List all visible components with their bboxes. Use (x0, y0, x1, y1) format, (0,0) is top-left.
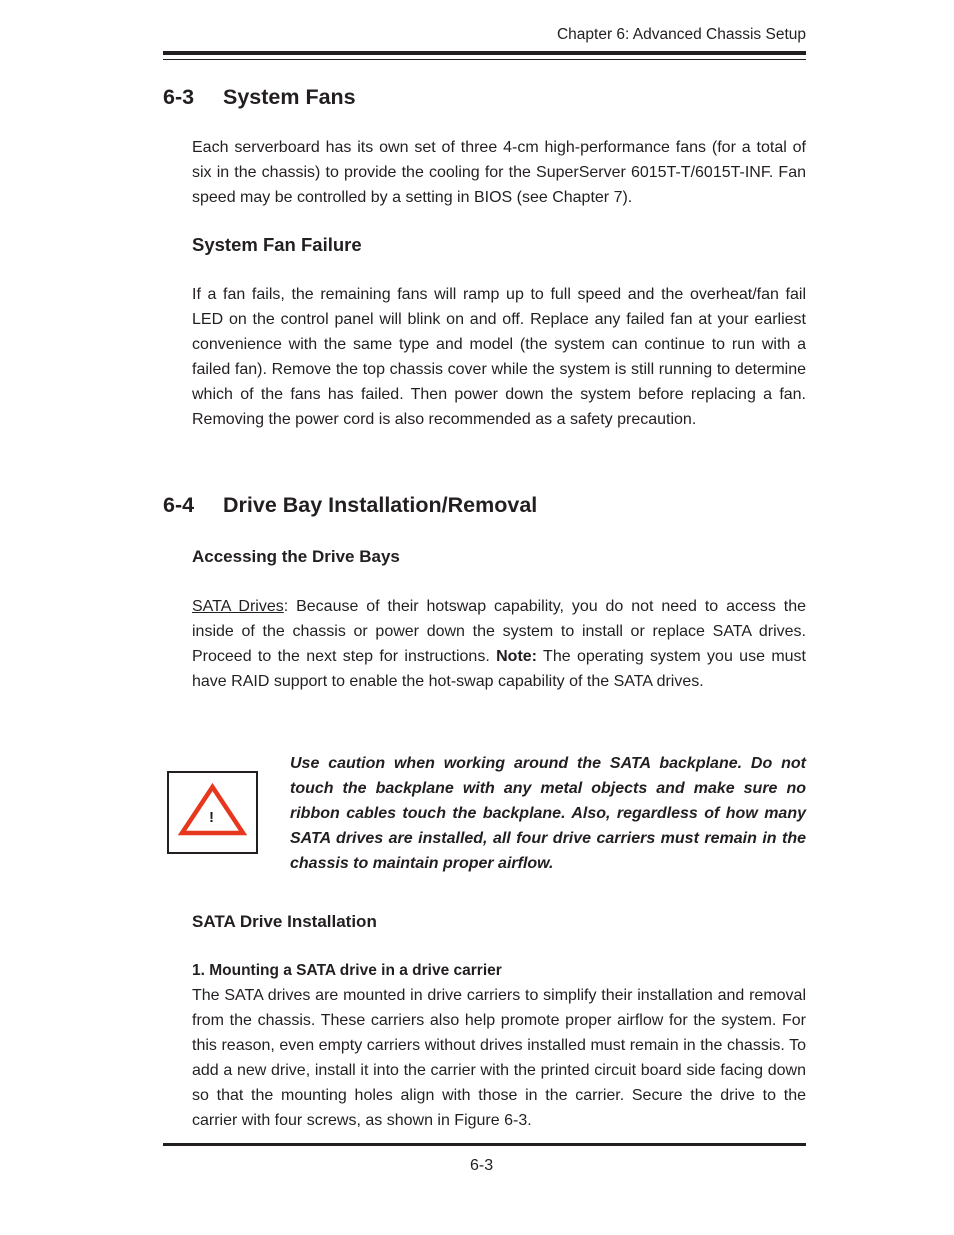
section-title: System Fans (223, 85, 356, 109)
warning-exclamation: ! (209, 809, 214, 826)
step-1-heading: 1. Mounting a SATA drive in a drive carrier (192, 962, 502, 979)
sata-drives-text: : Because of their hotswap capability, you do not need to access the inside of the chassis or power down the system to install or replace SATA drives. Proceed to the next step for instructions. (192, 598, 807, 665)
sata-drive-installation-heading: SATA Drive Installation (192, 912, 377, 931)
page-number: 6-3 (470, 1157, 494, 1174)
system-fans-paragraph: Each serverboard has its own set of three 4-cm high-performance fans (for a total of six in the chassis) to provide the cooling for the SuperServer 6015T-T/6015T-INF. Fan speed may be controlled by a setting in BIOS (see Chapter 7). (192, 139, 806, 206)
caution-text: Use caution when working around the SATA backplane. Do not touch the backplane with any metal objects and make sure no ribbon cables touch the backplane. Also, regardless of how many SATA drives are installed, all four drive carriers must remain in the chassis to maintain proper airflow. (290, 755, 806, 872)
header-rule-thin (163, 59, 806, 60)
fan-failure-paragraph: If a fan fails, the remaining fans will ramp up to full speed and the overheat/fan fail LED on the control panel will blink on and off. Replace any failed fan at your earliest convenience with the same type and model (the system can continue to run with a failed fan). Remove the top chassis cover while the system is still running to determine which of the fans has failed. Then power down the system before replacing a fan. Removing the power cord is also recommended as a safety precaution. (192, 286, 806, 428)
section-number: 6-3 (163, 85, 195, 109)
sata-drives-paragraph (192, 594, 806, 694)
note-text: The operating system you use must have RAID support to enable the hot-swap capability of the SATA drives. (192, 648, 806, 690)
running-header: Chapter 6: Advanced Chassis Setup (556, 26, 806, 43)
section-6-4-heading (163, 493, 537, 518)
accessing-drive-bays-heading: Accessing the Drive Bays (192, 547, 400, 566)
sata-drives-label: SATA Drives (192, 598, 284, 615)
section-6-3-heading (163, 85, 356, 110)
step-1-paragraph: The SATA drives are mounted in drive carriers to simplify their installation and removal from the chassis. These carriers also help promote proper airflow for the system. For this reason, even empty carriers without drives installed must remain in the chassis. To add a new drive, install it into the carrier with the printed circuit board side facing down so that the mounting holes align with those in the carrier. Secure the drive to the carrier with four screws, as shown in Figure 6-3. (192, 987, 806, 1129)
system-fan-failure-heading: System Fan Failure (192, 234, 362, 255)
footer-rule (163, 1143, 806, 1146)
section-number: 6-4 (163, 493, 195, 517)
warning-box (167, 771, 258, 854)
note-label: Note: (496, 648, 537, 665)
section-title: Drive Bay Installation/Removal (223, 493, 538, 517)
header-rule-thick (163, 51, 806, 55)
